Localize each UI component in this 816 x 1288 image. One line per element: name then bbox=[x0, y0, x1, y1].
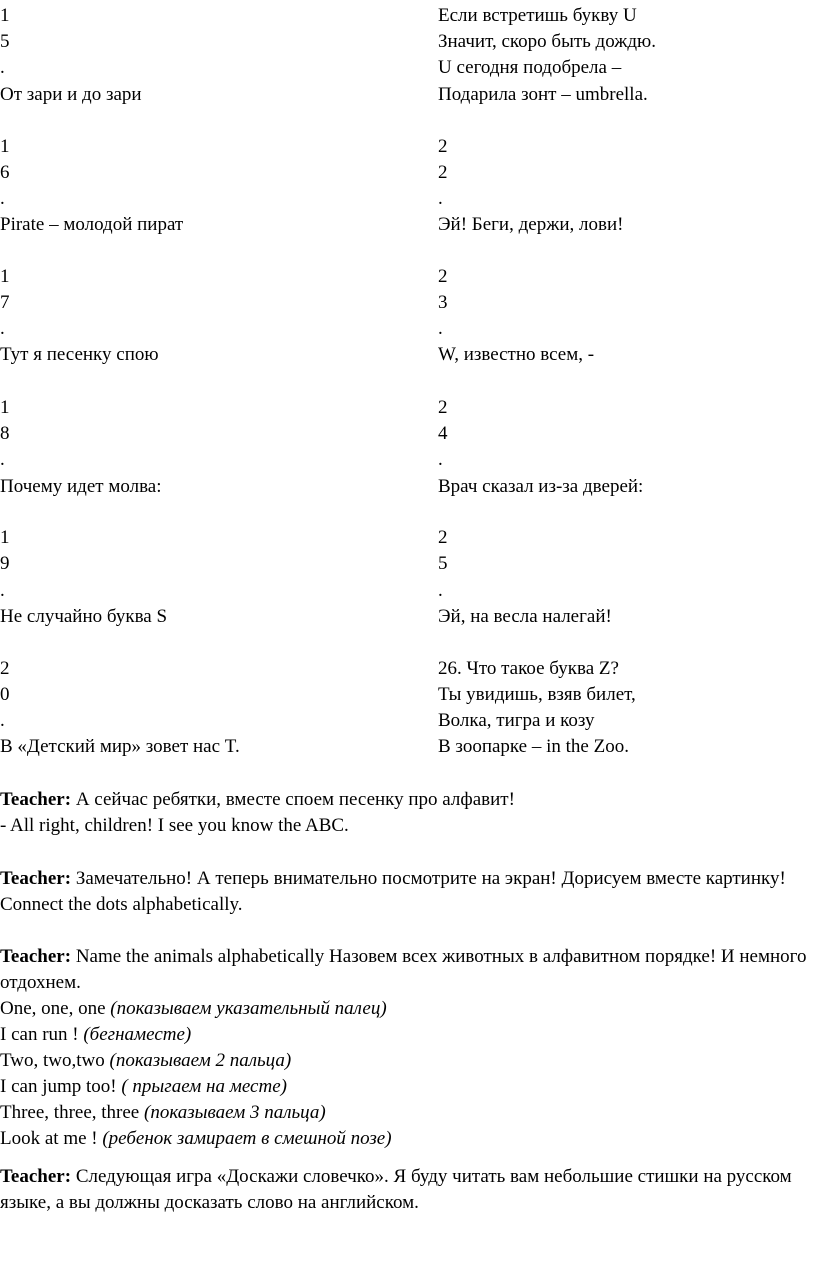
left-line: Почему идет молва: bbox=[0, 476, 162, 497]
left-line: Не случайно буква S bbox=[0, 606, 168, 627]
right-line: Эй! Беги, держи, лови! bbox=[438, 214, 624, 235]
right-line: Эй, на весла налегай! bbox=[438, 606, 612, 627]
rhyme-line: One, one, one (показываем указательный палец) bbox=[0, 998, 387, 1019]
paragraph-line bbox=[0, 787, 812, 813]
stage-direction: ( прыгаем на месте) bbox=[121, 1076, 287, 1097]
right-line: 3 bbox=[438, 292, 448, 313]
right-line: Врач сказал из-за дверей: bbox=[438, 476, 644, 497]
teacher-paragraph-3 bbox=[0, 944, 812, 1152]
teacher-paragraph-1 bbox=[0, 787, 812, 839]
left-line: Тут я песенку спою bbox=[0, 344, 159, 365]
right-line: W, известно всем, - bbox=[438, 344, 595, 365]
paragraph-text: Name the animals alphabetically Назовем всех животных в алфавитном порядке! И немного отдохнем. bbox=[0, 946, 807, 993]
paragraph-text: А сейчас ребятки, вместе споем песенку про алфавит! bbox=[75, 789, 515, 810]
right-line: Если встретишь букву U bbox=[438, 5, 637, 26]
left-line: . bbox=[0, 188, 5, 209]
right-line: . bbox=[438, 449, 443, 470]
left-line: 1 bbox=[0, 527, 10, 548]
right-line: . bbox=[438, 580, 443, 601]
stage-direction: (показываем 2 пальца) bbox=[109, 1050, 292, 1071]
left-line: 1 bbox=[0, 397, 10, 418]
rhyme-line: Two, two,two (показываем 2 пальца) bbox=[0, 1050, 292, 1071]
left-line: 1 bbox=[0, 136, 10, 157]
left-line: 2 bbox=[0, 658, 10, 679]
left-line: 6 bbox=[0, 162, 10, 183]
right-line: Ты увидишь, взяв билет, bbox=[438, 684, 636, 705]
teacher-label: Teacher: bbox=[0, 789, 72, 810]
right-line: . bbox=[438, 318, 443, 339]
left-line: . bbox=[0, 449, 5, 470]
left-line: Pirate – молодой пират bbox=[0, 214, 184, 235]
teacher-paragraph-4 bbox=[0, 1164, 812, 1216]
left-line: В «Детский мир» зовет нас T. bbox=[0, 736, 240, 757]
right-line: Значит, скоро быть дождю. bbox=[438, 31, 656, 52]
left-line: 1 bbox=[0, 266, 10, 287]
rhyme-line: Look at me ! (ребенок замирает в смешной позе) bbox=[0, 1128, 392, 1149]
stage-direction: (бегнаместе) bbox=[83, 1024, 192, 1045]
teacher-label: Teacher: bbox=[0, 868, 72, 889]
rhyme bbox=[0, 996, 812, 1152]
left-line: . bbox=[0, 710, 5, 731]
paragraph-line bbox=[0, 1164, 812, 1216]
right-line: 2 bbox=[438, 527, 448, 548]
paragraph-line bbox=[0, 944, 812, 996]
rhyme-line: I can jump too! ( прыгаем на месте) bbox=[0, 1076, 287, 1097]
left-line: 8 bbox=[0, 423, 10, 444]
right-line: Подарила зонт – umbrella. bbox=[438, 84, 648, 105]
right-line: 2 bbox=[438, 162, 448, 183]
rhyme-line: Three, three, three (показываем 3 пальца) bbox=[0, 1102, 326, 1123]
paragraph-text: Замечательно! А теперь внимательно посмотрите на экран! Дорисуем вместе картинку! Connect the dots alphabetically. bbox=[0, 868, 786, 915]
right-line: 2 bbox=[438, 397, 448, 418]
left-line: 5 bbox=[0, 31, 10, 52]
right-line: U сегодня подобрела – bbox=[438, 57, 622, 78]
paragraph-line bbox=[0, 866, 812, 918]
paragraph-text: Следующая игра «Доскажи словечко». Я буду читать вам небольшие стишки на русском языке, а вы должны досказать слово на английском. bbox=[0, 1166, 792, 1213]
left-line: 0 bbox=[0, 684, 10, 705]
left-line: . bbox=[0, 580, 5, 601]
teacher-label: Teacher: bbox=[0, 1166, 72, 1187]
rhyme-line: I can run ! (бегнаместе) bbox=[0, 1024, 192, 1045]
paragraph-line: - All right, children! I see you know the ABC. bbox=[0, 815, 349, 836]
right-line: Волка, тигра и козу bbox=[438, 710, 595, 731]
left-line: 7 bbox=[0, 292, 10, 313]
left-line: . bbox=[0, 57, 5, 78]
stage-direction: (ребенок замирает в смешной позе) bbox=[102, 1128, 392, 1149]
right-line: В зоопарке – in the Zoo. bbox=[438, 736, 629, 757]
right-line: 26. Что такое буква Z? bbox=[438, 658, 619, 679]
right-line: . bbox=[438, 188, 443, 209]
left-line: 1 bbox=[0, 5, 10, 26]
stage-direction: (показываем 3 пальца) bbox=[144, 1102, 326, 1123]
left-line: От зари и до зари bbox=[0, 84, 142, 105]
right-line: 2 bbox=[438, 136, 448, 157]
right-line: 5 bbox=[438, 553, 448, 574]
right-line: 2 bbox=[438, 266, 448, 287]
left-line: . bbox=[0, 318, 5, 339]
teacher-label: Teacher: bbox=[0, 946, 72, 967]
right-line: 4 bbox=[438, 423, 448, 444]
stage-direction: (показываем указательный палец) bbox=[110, 998, 387, 1019]
teacher-paragraph-2 bbox=[0, 866, 812, 918]
left-line: 9 bbox=[0, 553, 10, 574]
